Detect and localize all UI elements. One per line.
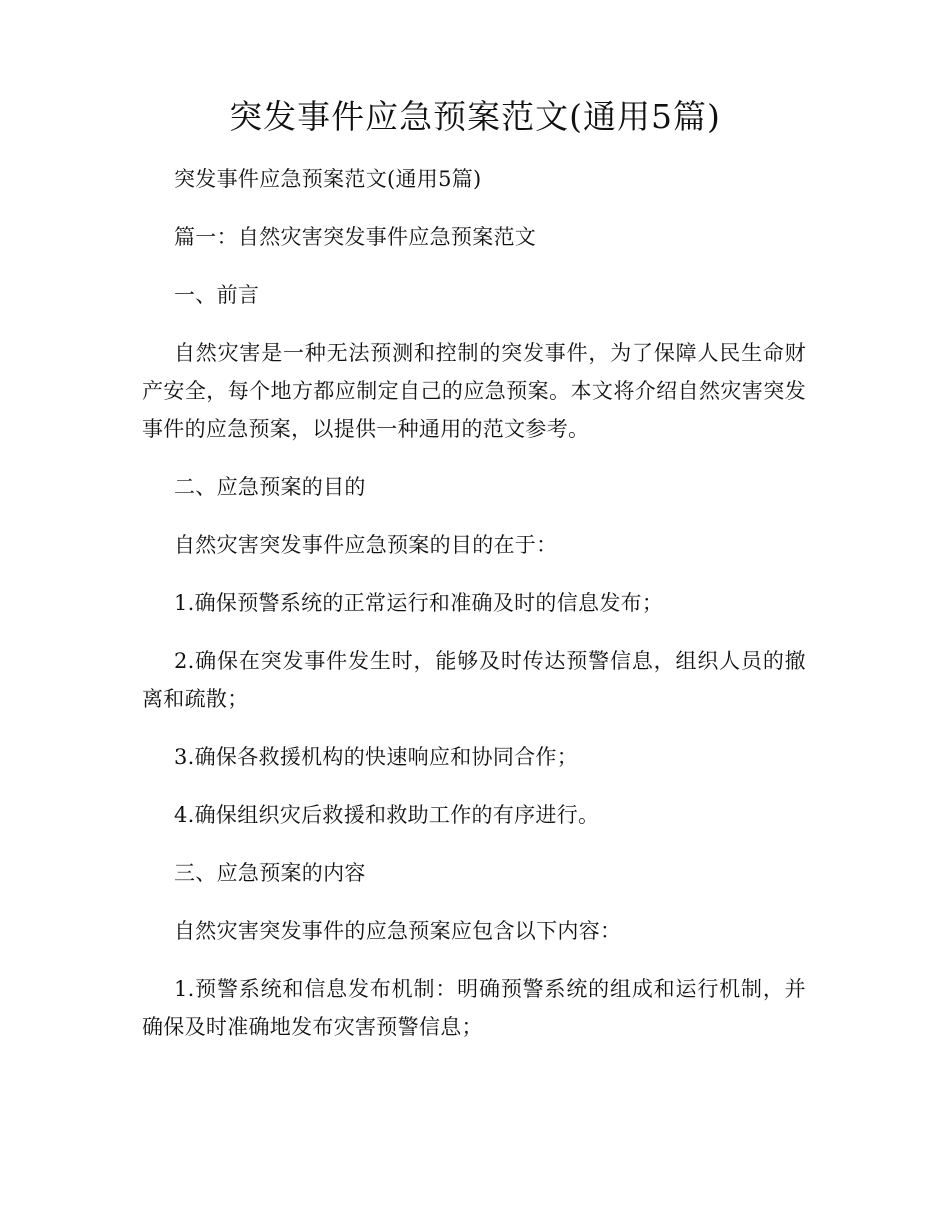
paragraph-preface: 自然灾害是一种无法预测和控制的突发事件，为了保障人民生命财产安全，每个地方都应制定自己的应急预案。本文将介绍自然灾害突发事件的应急预案，以提供一种通用的范文参考。 [142, 341, 806, 441]
paragraph-purpose-intro: 自然灾害突发事件应急预案的目的在于： [174, 533, 558, 557]
list-item-purpose-2: 2.确保在突发事件发生时，能够及时传达预警信息，组织人员的撤离和疏散； [142, 649, 806, 711]
list-item-purpose-3: 3.确保各救援机构的快速响应和协同合作； [174, 745, 579, 769]
paragraph-content-intro: 自然灾害突发事件的应急预案应包含以下内容： [174, 919, 622, 943]
document-body [142, 160, 806, 1066]
section-heading-content: 三、应急预案的内容 [174, 861, 366, 885]
document-title: 突发事件应急预案范文(通用5篇) [229, 97, 721, 136]
list-item-purpose-4: 4.确保组织灾后救援和救助工作的有序进行。 [174, 803, 600, 827]
section-heading-purpose: 二、应急预案的目的 [174, 475, 366, 499]
paragraph-subtitle: 突发事件应急预案范文(通用5篇) [174, 167, 482, 191]
list-item-content-1: 1.预警系统和信息发布机制：明确预警系统的组成和运行机制，并确保及时准确地发布灾害预警信息； [142, 977, 806, 1039]
list-item-purpose-1: 1.确保预警系统的正常运行和准确及时的信息发布； [174, 591, 664, 615]
section-heading-preface: 一、前言 [174, 283, 260, 307]
paragraph-part-heading: 篇一：自然灾害突发事件应急预案范文 [174, 225, 537, 249]
